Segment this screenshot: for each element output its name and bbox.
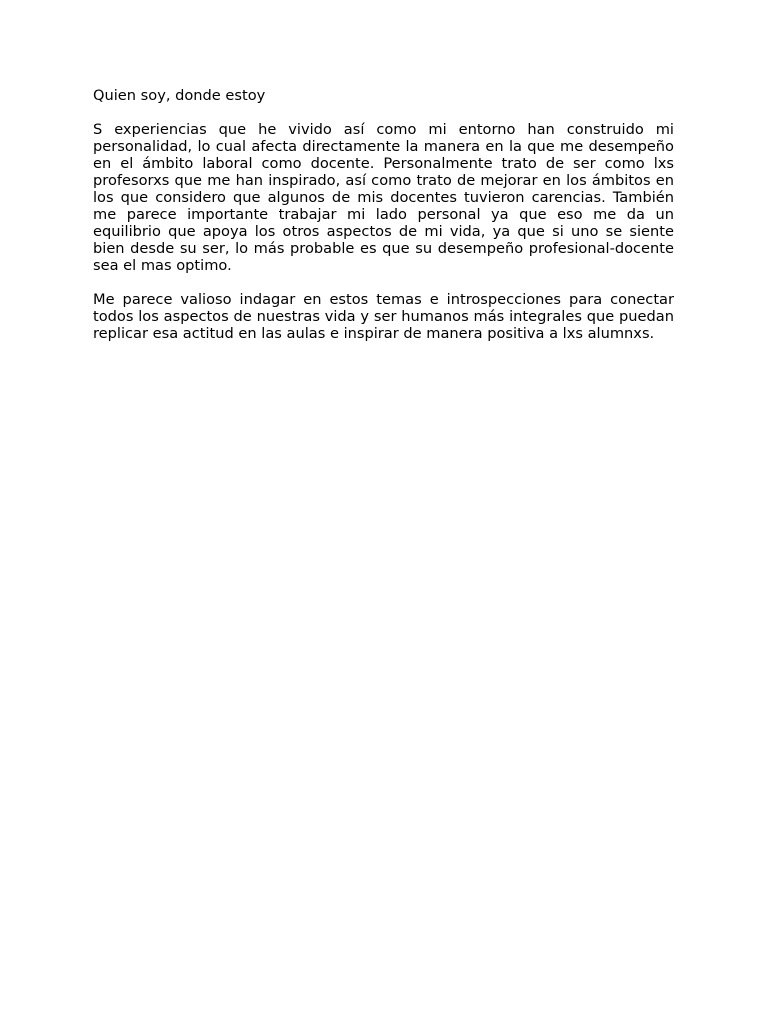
document-body [93, 87, 674, 359]
paragraph-1: S experiencias que he vivido así como mi entorno han construido mi personalidad, lo cual afecta directamente la manera en la que me desempeño en el ámbito laboral como docente. Personalmente trato de ser como lxs profesorxs que me han inspirado, así como trato de mejorar en los ámbitos en los que considero que algunos de mis docentes tuvieron carencias. También me parece importante trabajar mi lado personal ya que eso me da un equilibrio que apoya los otros aspectos de mi vida, ya que si uno se siente bien desde su ser, lo más probable es que su desempeño profesional-docente sea el mas optimo. [93, 121, 674, 274]
paragraph-2: Me parece valioso indagar en estos temas e introspecciones para conectar todos los aspectos de nuestras vida y ser humanos más integrales que puedan replicar esa actitud en las aulas e inspirar de manera positiva a lxs alumnxs. [93, 291, 674, 342]
document-title: Quien soy, donde estoy [93, 87, 266, 104]
